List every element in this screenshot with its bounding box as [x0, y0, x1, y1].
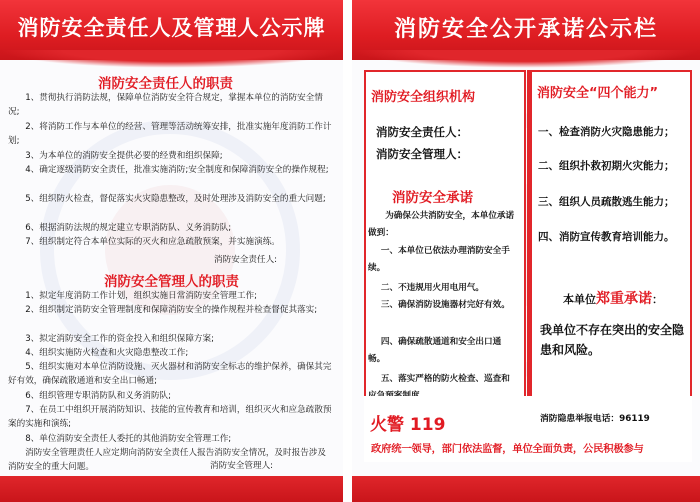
ability-item: 二、组织扑救初期火灾能力； [538, 160, 675, 172]
manager-duty-item: 5、组织实施对本单位消防设施、灭火器材和消防安全标志的维护保养，确保其完好有效，确保疏散通道和安全出口畅通; [8, 362, 332, 387]
four-abilities-title: 消防安全“四个能力” [537, 86, 659, 101]
responsible-duty-item: 4、确定逐级消防安全责任，批准实施消防;安全制度和保障消防安全的操作规程; [25, 165, 329, 175]
manager-signature-label: 消防安全管理人: [210, 461, 274, 471]
responsible-duty-item: 3、为本单位的消防安全提供必要的经费和组织保障; [25, 151, 223, 161]
responsible-duties-title: 消防安全责任人的职责 [98, 76, 233, 92]
commitment-item: 五、落实严格的防火检查、巡查和 [380, 374, 510, 384]
ability-item: 三、组织人员疏散逃生能力； [538, 196, 675, 208]
commitment-intro: 为确保公共消防安全，本单位承诺做到： [368, 211, 515, 238]
manager-duty-item: 6、组织管理专职消防队和义务消防队; [25, 391, 172, 401]
responsible-duty-item: 7、组织制定符合本单位实际的灭火和应急疏散预案，并实施演练。 [25, 237, 280, 247]
commitment-item: 二、不违规用火用电用气。 [380, 283, 485, 293]
responsible-person-label: 消防安全责任人： [376, 125, 468, 139]
commitment-item: 一、本单位已依法办理消防安全手续。 [368, 246, 510, 273]
left-board-footer [0, 476, 343, 502]
responsible-duty-item: 6、根据消防法规的规定建立专职消防队、义务消防队; [25, 223, 232, 233]
right-board-title: 消防安全公开承诺公示栏 [393, 17, 658, 42]
manager-duty-item: 3、拟定消防安全工作的资金投入和组织保障方案; [25, 334, 215, 344]
left-board-title: 消防安全责任人及管理人公示牌 [17, 16, 326, 40]
ability-item: 一、检查消防火灾隐患能力； [538, 126, 675, 138]
responsible-duty-item: 5、组织防火检查，督促落实火灾隐患整改，及时处理涉及消防安全的重大问题; [25, 194, 326, 204]
solemn-commitment-highlight: 郑重承诺 [596, 291, 652, 307]
safety-slogan: 政府统一领导，部门依法监督，单位全面负责，公民积极参与 [371, 443, 644, 455]
manager-duty-item: 8、单位消防安全责任人委托的其他消防安全管理工作; [25, 434, 232, 444]
manager-duties-title: 消防安全管理人的职责 [104, 274, 239, 290]
organization-title: 消防安全组织机构 [371, 90, 476, 105]
commitment-title: 消防安全承诺 [392, 190, 473, 206]
manager-duty-item: 2、组织制定消防安全管理制度和保障消防安全的操作规程并检查督促其落实; [25, 305, 318, 315]
responsible-signature-label: 消防安全责任人: [214, 255, 278, 265]
fire-alarm-number: 火警 119 [370, 415, 446, 435]
manager-duty-item: 4、组织实施防火检查和火灾隐患整改工作; [25, 348, 189, 358]
commitment-item: 四、确保疏散通道和安全出口通畅。 [368, 337, 502, 364]
hazard-report-hotline: 消防隐患举报电话：96119 [540, 414, 650, 424]
ability-item: 四、消防宣传教育培训能力。 [538, 231, 675, 243]
responsible-duty-item: 1、贯彻执行消防法规，保障单位消防安全符合规定，掌握本单位的消防安全情况; [8, 93, 323, 118]
commitment-item: 三、确保消防设施器材完好有效。 [380, 300, 510, 310]
solemn-commitment-text: 我单位不存在突出的安全隐患和风险。 [540, 323, 685, 357]
right-board-footer [352, 476, 700, 502]
manager-duty-item: 消防安全管理责任人应定期向消防安全责任人报告消防安全情况，及时报告涉及消防安全的重大问题。 [8, 448, 326, 473]
manager-person-label: 消防安全管理人： [376, 147, 468, 161]
responsible-duty-item: 2、将消防工作与本单位的经营、管理等活动统筹安排，批准实施年度消防工作计划; [8, 122, 332, 147]
manager-duty-item: 1、拟定年度消防工作计划，组织实施日常消防安全管理工作; [25, 291, 257, 301]
manager-duty-item: 7、在员工中组织开展消防知识、技能的宣传教育和培训，组织灭火和应急疏散预案的实施和演练; [8, 405, 332, 430]
solemn-commitment-heading: 本单位郑重承诺： [563, 291, 663, 307]
